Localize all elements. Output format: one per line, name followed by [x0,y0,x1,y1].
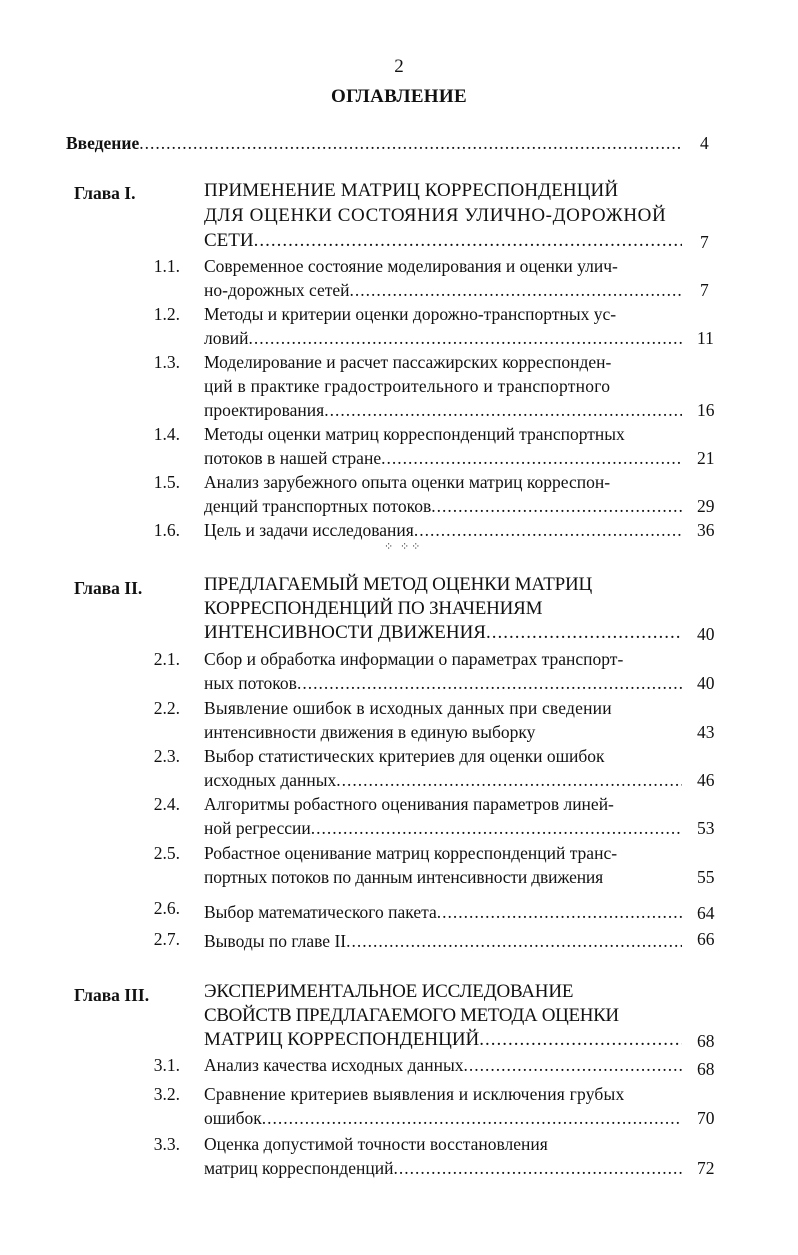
dot-leader [393,1157,682,1179]
chapter-label: Глава III. [74,985,150,1005]
section-number: 1.4. [153,424,180,444]
chapter-heading-line: ПРЕДЛАГАЕМЫЙ МЕТОД ОЦЕНКИ МАТРИЦ [204,574,593,595]
toc-page: 11 [697,328,714,348]
toc-page: 64 [697,903,715,923]
section-line: Цель и задачи исследования [204,520,414,540]
chapter-heading-line: ИНТЕНСИВНОСТИ ДВИЖЕНИЯ [204,622,486,643]
toc-page: 36 [697,520,715,540]
toc-page: 46 [697,770,715,790]
dot-leader [486,622,682,644]
toc-page: 29 [697,496,715,516]
toc-page: 7 [700,232,709,252]
section-last-line [204,279,682,301]
scan-noise: ⁘ ⁘⁘ [384,541,423,553]
section-line: Алгоритмы робастного оценивания параметров линей- [204,794,614,814]
section-last-line [204,327,682,349]
section-line: ций в практике градостроительного и транспортного [204,376,611,396]
toc-page: 40 [697,624,715,644]
section-line: исходных данных [204,770,337,790]
section-line: портных потоков по данным интенсивности движения [204,867,604,887]
section-last-line [204,1157,682,1179]
section-number: 3.3. [153,1134,180,1154]
dot-leader [464,1054,682,1076]
dot-leader [254,230,682,252]
chapter-heading-line: СЕТИ [204,230,254,251]
section-line: Выявление ошибок в исходных данных при сведении [204,698,612,718]
dot-leader [479,1029,682,1051]
section-line: но-дорожных сетей [204,280,350,300]
toc-page: 7 [700,280,709,300]
section-line: Современное состояние моделирования и оценки улич- [204,256,618,276]
chapter-heading-line: КОРРЕСПОНДЕНЦИЙ ПО ЗНАЧЕНИЯМ [204,598,543,619]
section-line: денций транспортных потоков [204,496,432,516]
section-last-line [204,901,682,923]
section-line: Анализ качества исходных данных [204,1055,464,1075]
dot-leader [431,495,682,517]
section-number: 1.6. [153,520,180,540]
chapter-label: Глава I. [74,183,136,203]
chapter-heading-last [204,622,682,644]
section-line: Оценка допустимой точности восстановления [204,1134,548,1154]
toc-page: 68 [697,1031,715,1051]
chapter-heading-line: СВОЙСТВ ПРЕДЛАГАЕМОГО МЕТОДА ОЦЕНКИ [204,1005,619,1026]
chapter-heading-line: ДЛЯ ОЦЕНКИ СОСТОЯНИЯ УЛИЧНО-ДОРОЖНОЙ [204,205,667,226]
section-number: 2.3. [153,746,180,766]
section-line: ловий [204,328,249,348]
toc-page: 43 [697,722,715,742]
section-number: 1.1. [153,256,180,276]
section-number: 3.1. [153,1055,180,1075]
dot-leader [324,399,682,421]
section-last-line [204,672,682,694]
chapter-heading-line: МАТРИЦ КОРРЕСПОНДЕНЦИЙ [204,1029,480,1050]
section-last-line [204,930,682,952]
section-line: Выбор математического пакета [204,902,437,922]
section-number: 1.3. [153,352,180,372]
section-number: 1.5. [153,472,180,492]
section-number: 2.7. [153,929,180,949]
section-line: матриц корреспонденций [204,1158,394,1178]
toc-page: 66 [697,929,715,949]
dot-leader [139,132,682,154]
toc-page: 55 [697,867,715,887]
section-line: Робастное оценивание матриц корреспонденций транс- [204,843,618,863]
section-last-line [204,399,682,421]
section-line: Анализ зарубежного опыта оценки матриц корреспон- [204,472,611,492]
section-last-line [204,519,682,541]
dot-leader [262,1107,682,1129]
section-line: проектирования [204,400,325,420]
chapter-heading-line: ЭКСПЕРИМЕНТАЛЬНОЕ ИССЛЕДОВАНИЕ [204,981,574,1002]
section-line: Выводы по главе II [204,931,347,951]
chapter-heading-last [204,1029,682,1051]
dot-leader [350,279,682,301]
section-last-line [204,447,682,469]
toc-page: 68 [697,1059,715,1079]
section-line: Моделирование и расчет пассажирских корреспонден- [204,352,612,372]
section-line: Методы и критерии оценки дорожно-транспортных ус- [204,304,617,324]
page-title: ОГЛАВЛЕНИЕ [331,86,467,107]
toc-page: 70 [697,1108,715,1128]
toc-label: Введение [66,133,140,153]
toc-entry-intro [66,132,682,154]
chapter-heading-line: ПРИМЕНЕНИЕ МАТРИЦ КОРРЕСПОНДЕНЦИЙ [204,180,619,201]
section-number: 3.2. [153,1084,180,1104]
section-last-line [204,1107,682,1129]
toc-page: 4 [700,133,709,153]
section-number: 2.5. [153,843,180,863]
section-line: Методы оценки матриц корреспонденций транспортных [204,424,625,444]
toc-page: 16 [697,400,715,420]
toc-page: 72 [697,1158,715,1178]
section-line: ной регрессии [204,818,311,838]
toc-page: 21 [697,448,715,468]
dot-leader [381,447,682,469]
section-number: 2.1. [153,649,180,669]
section-line: Сбор и обработка информации о параметрах транспорт- [204,649,624,669]
dot-leader [346,930,682,952]
section-line: ных потоков [204,673,297,693]
dot-leader [297,672,682,694]
page-number: 2 [394,56,404,77]
section-line: потоков в нашей стране [204,448,382,468]
section-line: Сравнение критериев выявления и исключения грубых [204,1084,625,1104]
chapter-heading-last [204,230,682,252]
section-line: Выбор статистических критериев для оценки ошибок [204,746,605,766]
section-number: 2.4. [153,794,180,814]
section-number: 2.6. [153,898,180,918]
section-number: 1.2. [153,304,180,324]
section-last-line [204,769,682,791]
chapter-label: Глава II. [74,578,143,598]
dot-leader [336,769,682,791]
toc-page: 40 [697,673,715,693]
section-last-line [204,495,682,517]
dot-leader [414,519,682,541]
section-line: ошибок [204,1108,262,1128]
dot-leader [437,901,682,923]
toc-page: 53 [697,818,715,838]
section-number: 2.2. [153,698,180,718]
dot-leader [248,327,682,349]
dot-leader [311,817,682,839]
section-last-line [204,1054,682,1076]
section-last-line [204,817,682,839]
section-line: интенсивности движения в единую выборку [204,722,536,742]
